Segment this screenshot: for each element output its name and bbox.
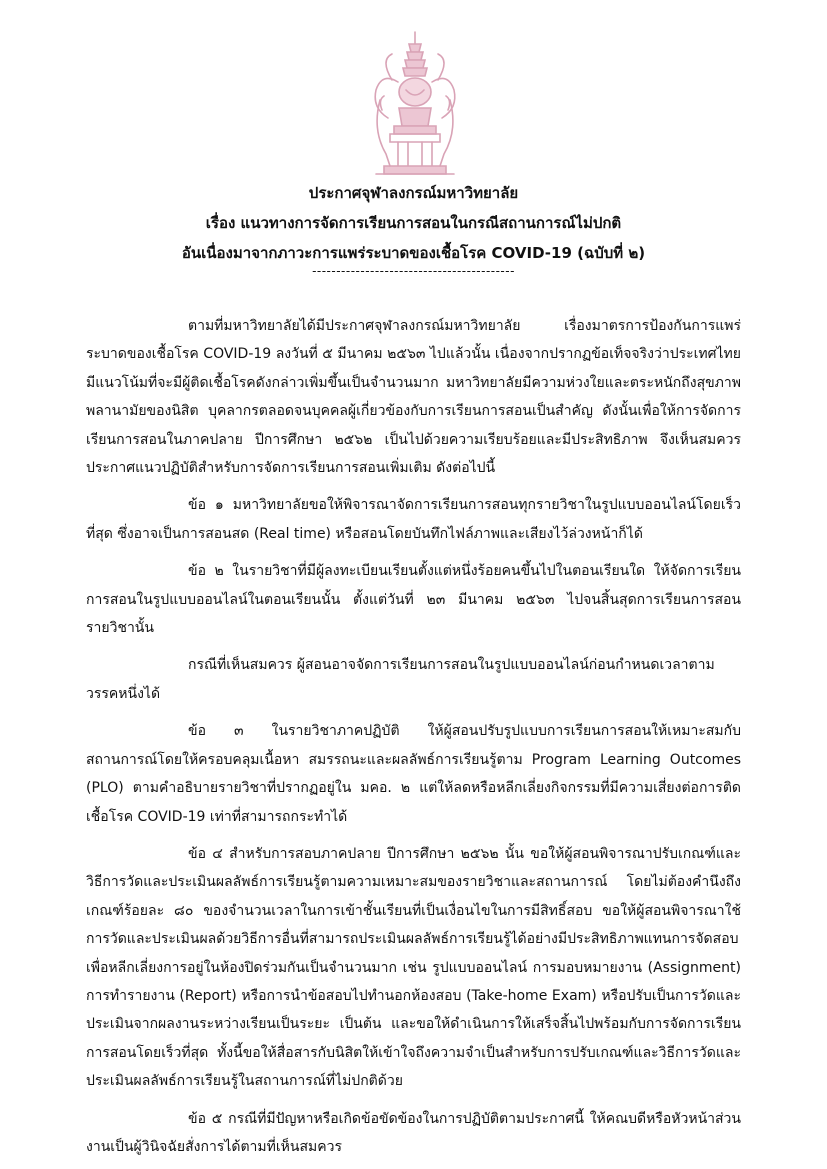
chulalongkorn-seal-icon [362, 30, 468, 180]
announcement-subject: เรื่อง แนวทางการจัดการเรียนการสอนในกรณีสถานการณ์ไม่ปกติ [205, 214, 622, 232]
paragraph-clause-4: ข้อ ๔ สำหรับการสอบภาคปลาย ปีการศึกษา ๒๕๖๒ นั้น ขอให้ผู้สอนพิจารณาปรับเกณฑ์และวิธีการวัดและประเมินผลลัพธ์การเรียนรู้ตามความเหมาะสมของรายวิชาและสถานการณ์ โดยไม่ต้องคำนึงถึงเกณฑ์ร้อยละ ๘๐ ของจำนวนเวลาในการเข้าชั้นเรียนที่เป็นเงื่อนไขในการมีสิทธิ์สอบ ขอให้ผู้สอนพิจารณาใช้การวัดและประเมินผลด้วยวิธีการอื่นที่สามารถประเมินผลลัพธ์การเรียนรู้ได้อย่างมีประสิทธิภาพแทนการจัดสอบ เพื่อหลีกเลี่ยงการอยู่ในห้องปิดร่วมกันเป็นจำนวนมาก เช่น รูปแบบออนไลน์ การมอบหมายงาน (Assignment) การทำรายงาน (Report) หรือการนำข้อสอบไปทำนอกห้องสอบ (Take-home Exam) หรือปรับเป็นการวัดและประเมินจากผลงานระหว่างเรียนเป็นระยะ เป็นต้น และขอให้ดำเนินการให้เสร็จสิ้นไปพร้อมกับการจัดการเรียนการสอนโดยเร็วที่สุด ทั้งนี้ขอให้สื่อสารกับนิสิตให้เข้าใจถึงความจำเป็นสำหรับการปรับเกณฑ์และวิธีการวัดและประเมินผลลัพธ์การเรียนรู้ในสถานการณ์ที่ไม่ปกติด้วย [86, 845, 741, 1090]
announcement-issuer: ประกาศจุฬาลงกรณ์มหาวิทยาลัย [308, 184, 519, 202]
heading-separator: ------------------------------------------ [312, 264, 515, 278]
announcement-body [86, 312, 741, 1161]
paragraph-clause-3: ข้อ ๓ ในรายวิชาภาคปฏิบัติ ให้ผู้สอนปรับรูปแบบการเรียนการสอนให้เหมาะสมกับสถานการณ์โดยให้ครอบคลุมเนื้อหา สมรรถนะและผลลัพธ์การเรียนรู้ตาม Program Learning Outcomes (PLO) ตามคำอธิบายรายวิชาที่ปรากฏอยู่ใน มคอ. ๒ แต่ให้ลดหรือหลีกเลี่ยงกิจกรรมที่มีความเสี่ยงต่อการติดเชื้อโรค COVID-19 เท่าที่สามารถกระทำได้ [86, 723, 741, 825]
paragraph-clause-1: ข้อ ๑ มหาวิทยาลัยขอให้พิจารณาจัดการเรียนการสอนทุกรายวิชาในรูปแบบออนไลน์โดยเร็วที่สุด ซึ่งอาจเป็นการสอนสด (Real time) หรือสอนโดยบันทึกไฟล์ภาพและเสียงไว้ล่วงหน้าก็ได้ [86, 497, 741, 542]
paragraph-clause-5: ข้อ ๕ กรณีที่มีปัญหาหรือเกิดข้อขัดข้องในการปฏิบัติตามประกาศนี้ ให้คณบดีหรือหัวหน้าส่วนงานเป็นผู้วินิจฉัยสั่งการได้ตามที่เห็นสมควร [86, 1110, 741, 1155]
announcement-subject-cont: อันเนื่องมาจากภาวะการแพร่ระบาดของเชื้อโรค COVID-19 (ฉบับที่ ๒) [181, 244, 646, 262]
announcement-heading [0, 178, 827, 268]
paragraph-clause-2-note: กรณีที่เห็นสมควร ผู้สอนอาจจัดการเรียนการสอนในรูปแบบออนไลน์ก่อนกำหนดเวลาตามวรรคหนึ่งได้ [86, 657, 715, 702]
paragraph-preamble: ตามที่มหาวิทยาลัยได้มีประกาศจุฬาลงกรณ์มหาวิทยาลัย เรื่องมาตรการป้องกันการแพร่ระบาดของเชื้อโรค COVID-19 ลงวันที่ ๕ มีนาคม ๒๕๖๓ ไปแล้วนั้น เนื่องจากปรากฏข้อเท็จจริงว่าประเทศไทยมีแนวโน้มที่จะมีผู้ติดเชื้อโรคดังกล่าวเพิ่มขึ้นเป็นจำนวนมาก มหาวิทยาลัยมีความห่วงใยและตระหนักถึงสุขภาพพลานามัยของนิสิต บุคลากรตลอดจนบุคคลผู้เกี่ยวข้องกับการเรียนการสอนเป็นสำคัญ ดังนั้นเพื่อให้การจัดการเรียนการสอนในภาคปลาย ปีการศึกษา ๒๕๖๒ เป็นไปด้วยความเรียบร้อยและมีประสิทธิภาพ จึงเห็นสมควรประกาศแนวปฏิบัติสำหรับการจัดการเรียนการสอนเพิ่มเติม ดังต่อไปนี้ [86, 318, 741, 477]
paragraph-clause-2: ข้อ ๒ ในรายวิชาที่มีผู้ลงทะเบียนเรียนตั้งแต่หนึ่งร้อยคนขึ้นไปในตอนเรียนใด ให้จัดการเรียนการสอนในรูปแบบออนไลน์ในตอนเรียนนั้น ตั้งแต่วันที่ ๒๓ มีนาคม ๒๕๖๓ ไปจนสิ้นสุดการเรียนการสอนรายวิชานั้น [86, 563, 741, 637]
